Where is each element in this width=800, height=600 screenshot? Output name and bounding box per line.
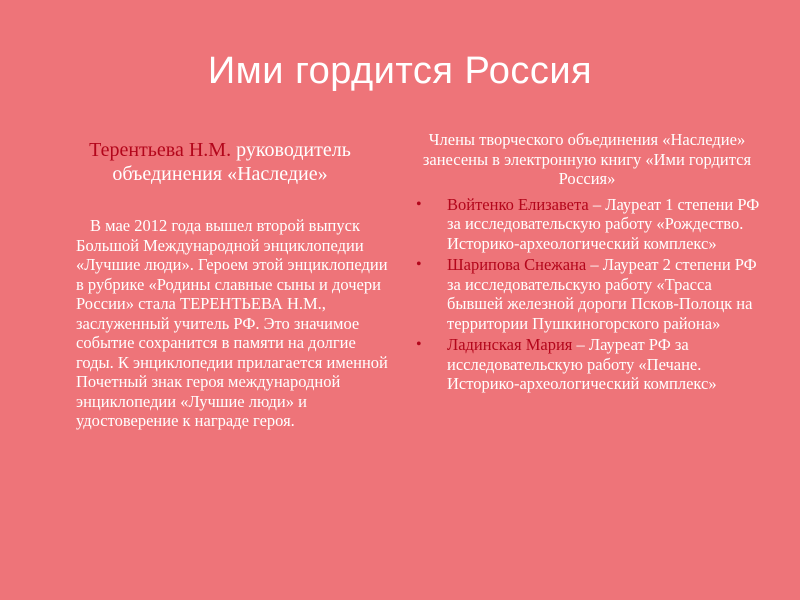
laureate-text: – Лауреат РФ за исследовательскую работу «Печане. Историко-археологический комплекс»	[447, 335, 717, 393]
left-column	[50, 138, 390, 431]
leader-name: Терентьева Н.М.	[89, 139, 232, 161]
right-heading: Члены творческого объединения «Наследие» занесены в электронную книгу «Ими гордится Россия»	[422, 130, 752, 188]
right-column	[414, 130, 760, 396]
list-item	[414, 255, 760, 333]
list-item	[414, 195, 760, 254]
laureate-text: – Лауреат 1 степени РФ за исследовательскую работу «Рождество. Историко-археологический комплекс»	[447, 194, 760, 253]
slide-title: Ими гордится Россия	[207, 50, 593, 92]
list-item	[414, 335, 760, 394]
laureates-list	[414, 195, 760, 394]
leader-role: руководитель объединения «Наследие»	[112, 139, 351, 185]
left-body-text: В мае 2012 года вышел второй выпуск Большой Международной энциклопедии «Лучшие люди». Героем этой энциклопедии в рубрике «Родины славные сыны и дочери России» стала ТЕРЕНТЬЕВА Н.М., заслуженный учитель РФ. Это значимое событие сохранится в памяти на долгие годы. К энциклопедии прилагается именной Почетный знак героя международной энциклопедии «Лучшие люди» и удостоверение к награде героя.	[76, 216, 388, 430]
laureate-name: Войтенко Елизавета	[447, 194, 589, 214]
laureate-text: – Лауреат 2 степени РФ за исследовательскую работу «Трасса бывшей железной дороги Псков-Полоцк на территории Пушкиногорского района»	[447, 255, 757, 333]
laureate-name: Ладинская Мария	[447, 335, 573, 354]
left-heading	[50, 138, 390, 186]
laureate-name: Шарипова Снежана	[447, 255, 587, 274]
bullet-icon: •	[416, 336, 422, 353]
bullet-icon: •	[416, 195, 422, 213]
bullet-icon: •	[416, 256, 422, 273]
